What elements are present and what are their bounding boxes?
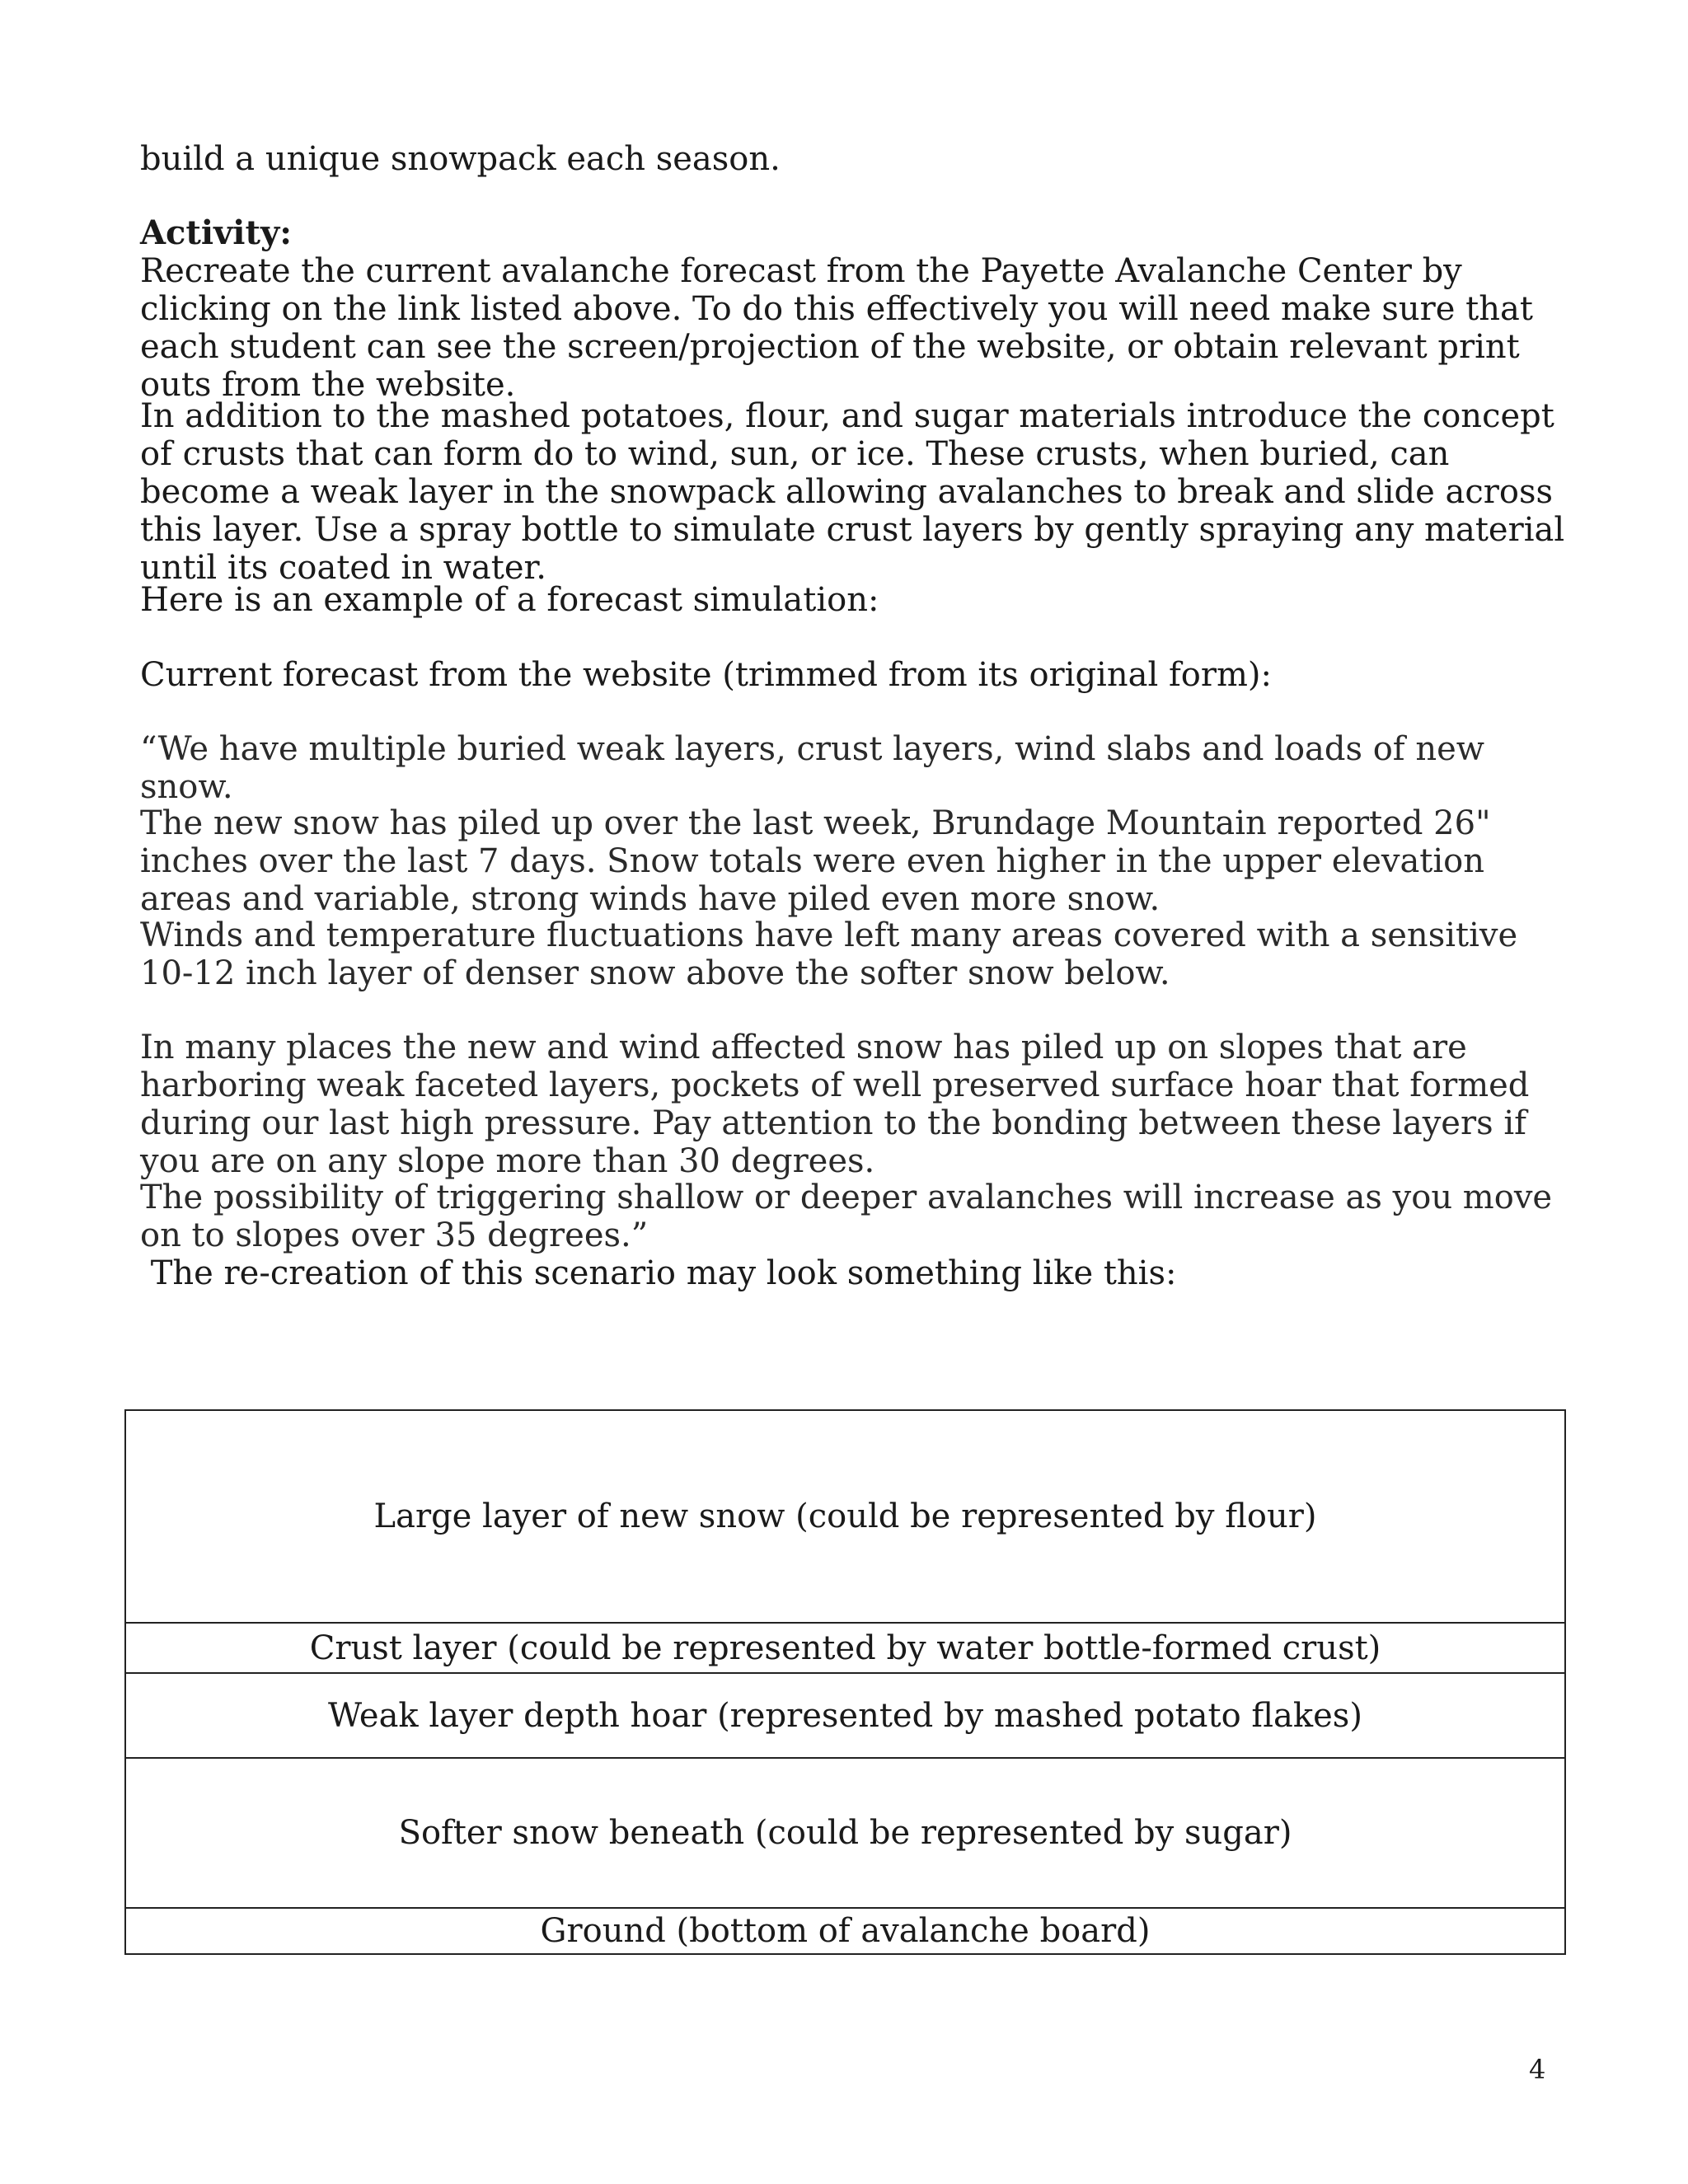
snowpack-layer-diagram [124,1409,1566,1955]
example-intro: Here is an example of a forecast simulation: [140,581,879,619]
page-number: 4 [1529,2054,1546,2085]
layer-new-snow-label: Large layer of new snow (could be represented by flour) [373,1497,1317,1535]
crusts-paragraph: In addition to the mashed potatoes, flour, and sugar materials introduce the concept of crusts that can form do to wind, sun, or ice. These crusts, when buried, can become a weak layer in the snowpack allowing avalanches to break and slide across this layer. Use a spray bottle to simulate crust layers by gently spraying any material until its coated in water. [140,397,1565,587]
forecast-label: Current forecast from the website (trimmed from its original form): [140,656,1272,694]
forecast-quote-4: In many places the new and wind affected snow has piled up on slopes that are harboring weak faceted layers, pockets of well preserved surface hoar that formed during our last high pressure. Pay attention to the bonding between these layers if you are on any slope more than 30 degrees. [140,1029,1530,1180]
layer-softer-snow [126,1757,1564,1907]
layer-ground-label: Ground (bottom of avalanche board) [540,1912,1151,1950]
layer-weak-depth-hoar [126,1672,1564,1757]
layer-crust [126,1622,1564,1672]
layer-crust-label: Crust layer (could be represented by water bottle-formed crust) [309,1629,1381,1667]
forecast-quote-3: Winds and temperature fluctuations have left many areas covered with a sensitive 10-12 inch layer of denser snow above the softer snow below. [140,916,1518,992]
forecast-quote-2: The new snow has piled up over the last week, Brundage Mountain reported 26" inches over the last 7 days. Snow totals were even higher in the upper elevation areas and variable, strong winds have piled even more snow. [140,804,1491,918]
activity-body: Recreate the current avalanche forecast from the Payette Avalanche Center by clicking on the link listed above. To do this effectively you will need make sure that each student can see the screen/projection of the website, or obtain relevant print outs from the website. [140,252,1533,404]
recreation-intro: The re-creation of this scenario may look something like this: [140,1254,1177,1292]
layer-new-snow [126,1411,1564,1622]
layer-weak-depth-hoar-label: Weak layer depth hoar (represented by mashed potato flakes) [328,1696,1362,1735]
layer-softer-snow-label: Softer snow beneath (could be represented by sugar) [398,1814,1292,1852]
activity-heading: Activity: [140,213,292,252]
forecast-quote-1: “We have multiple buried weak layers, crust layers, wind slabs and loads of new snow. [140,730,1484,806]
intro-line: build a unique snowpack each season. [140,140,781,178]
forecast-quote-5: The possibility of triggering shallow or deeper avalanches will increase as you move on to slopes over 35 degrees.” [140,1179,1553,1254]
layer-ground [126,1907,1564,1953]
